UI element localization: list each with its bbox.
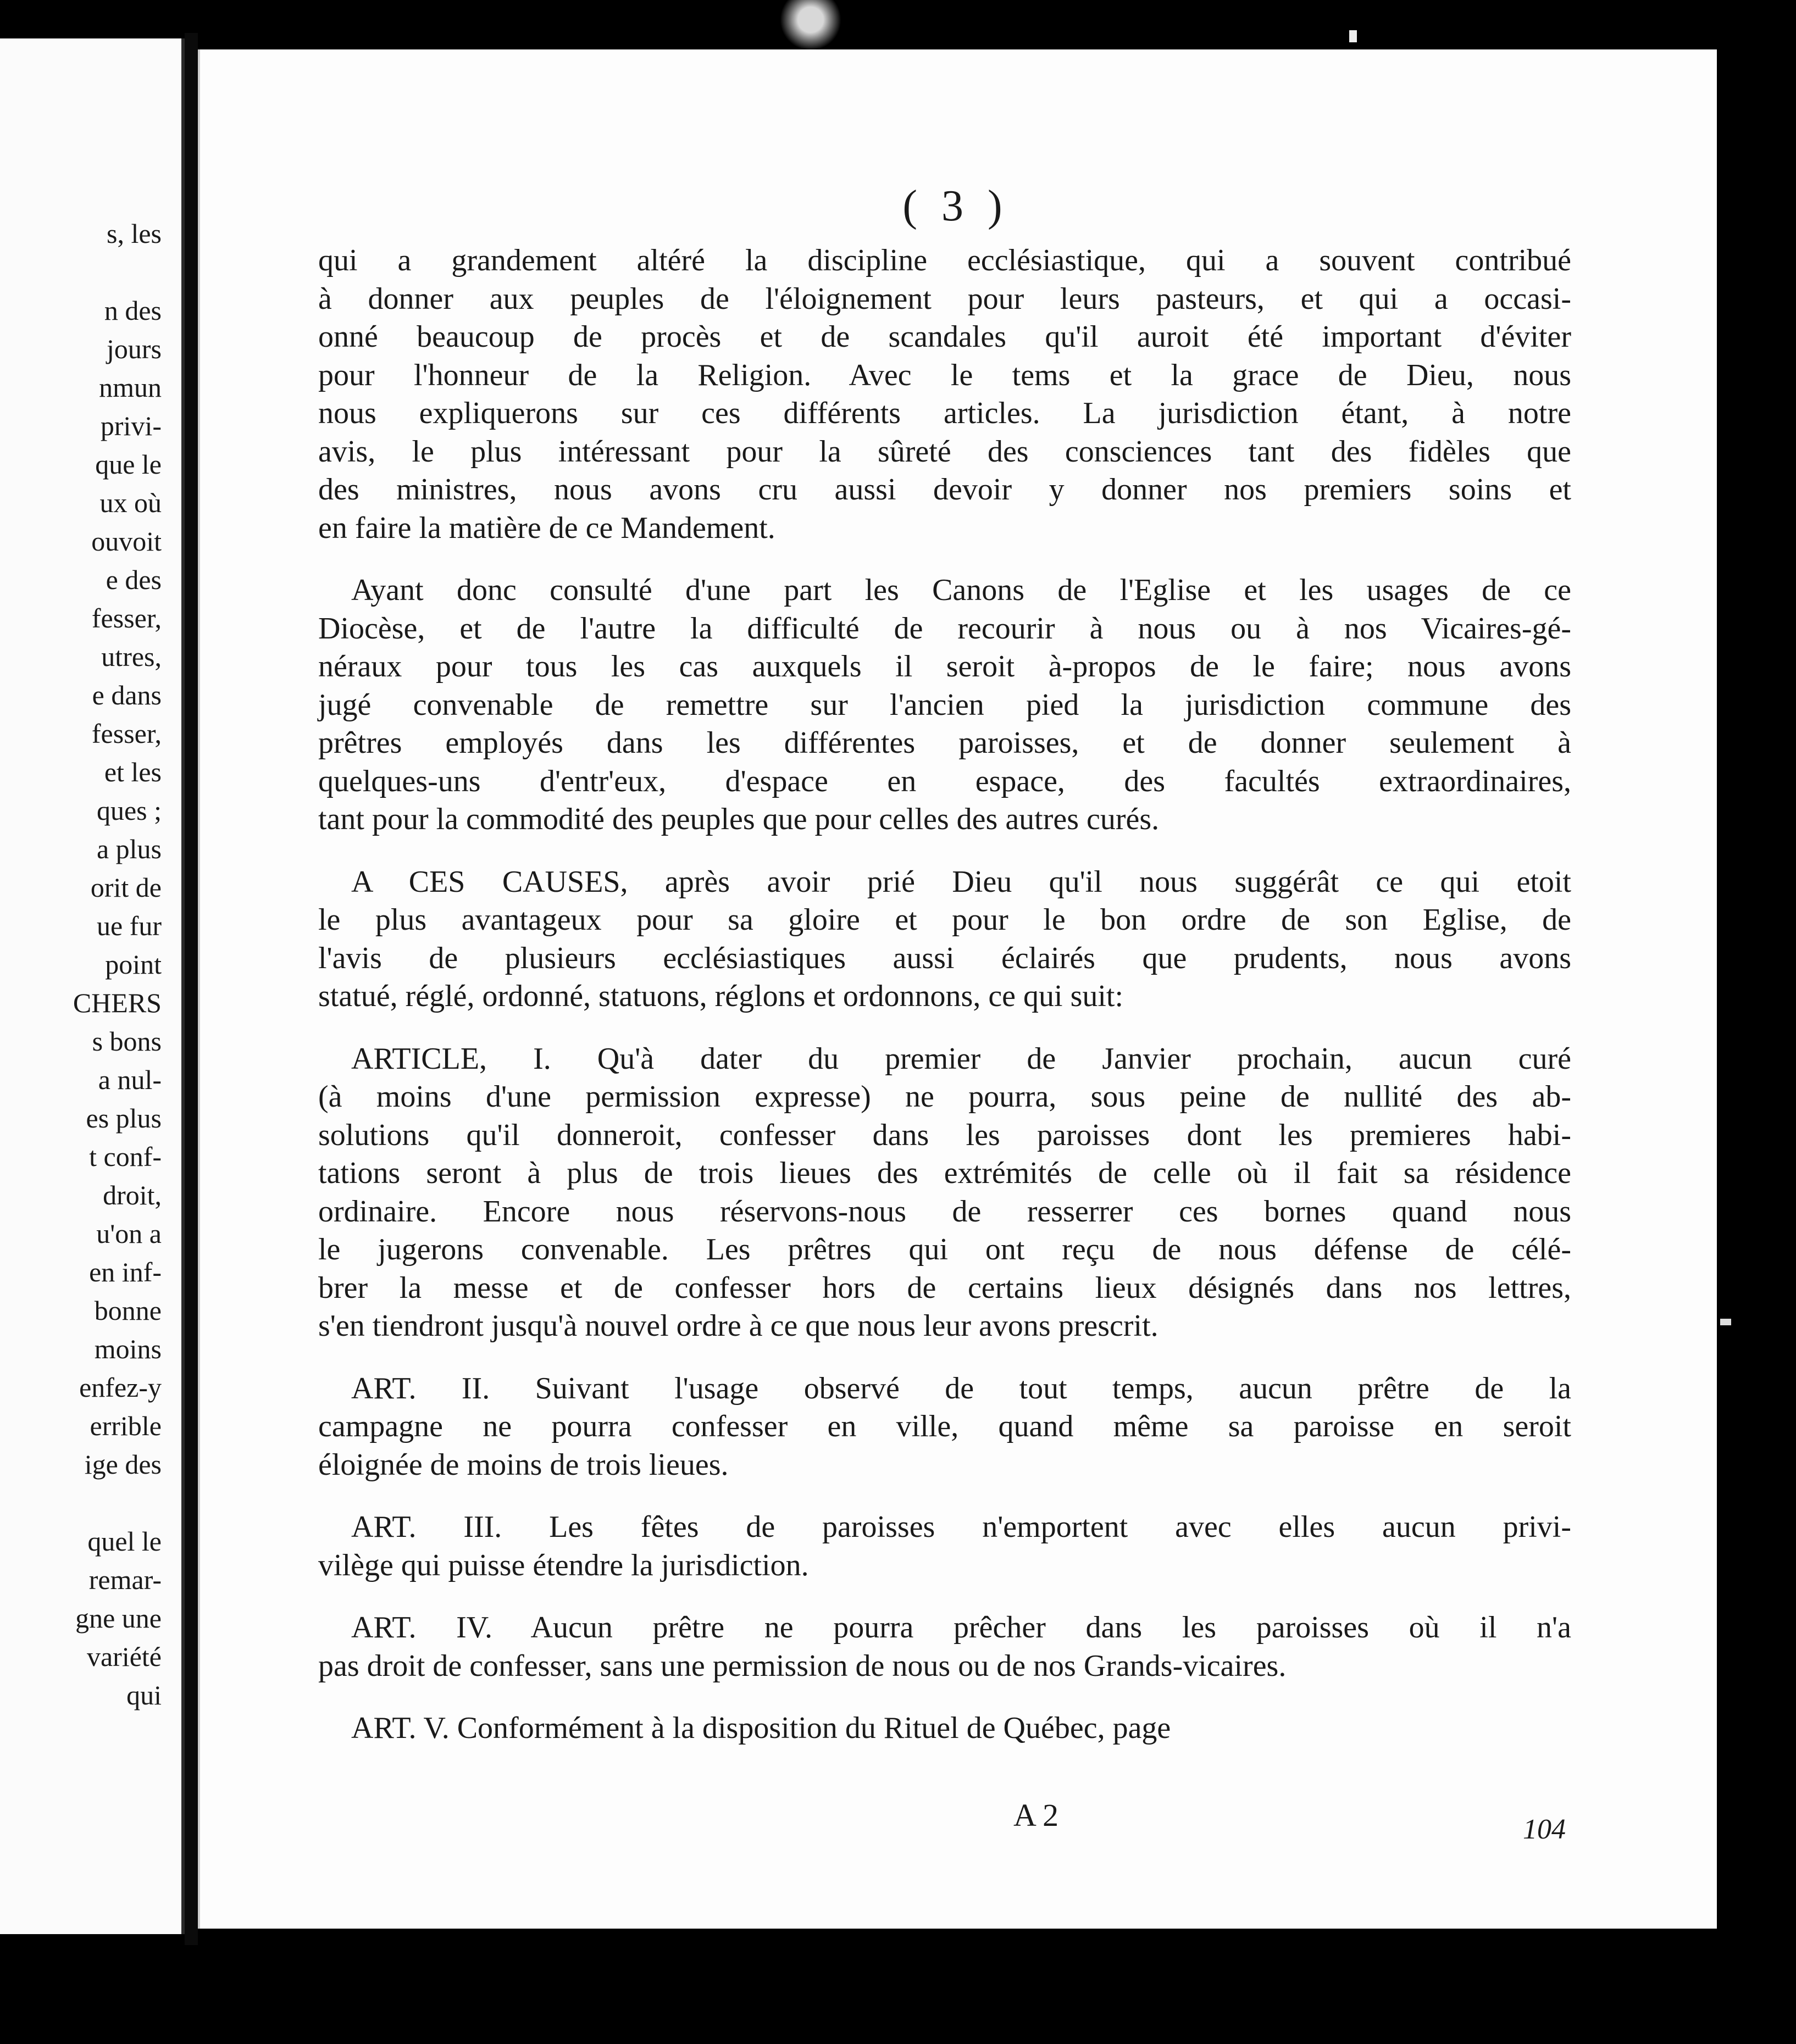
text-line: pas droit de confesser, sans une permission de nous ou de nos Grands-vicaires. (318, 1648, 1287, 1683)
facing-page-line: moins (94, 1334, 162, 1364)
paragraph (318, 242, 1571, 547)
text-line: statué, réglé, ordonné, statuons, réglons et ordonnons, ce qui suit: (318, 979, 1124, 1013)
facing-page-line: variété (86, 1641, 162, 1672)
text-line: nous expliquerons sur ces différents articles. La jurisdiction étant, à notre (318, 396, 1571, 430)
facing-page-line: ux où (99, 487, 162, 518)
paragraph-gap (318, 839, 1571, 863)
catchword: 104 (1523, 1814, 1566, 1845)
book-gutter (185, 33, 198, 1945)
facing-page-line: s, les (107, 218, 162, 249)
text-line: tations seront à plus de trois lieues des extrémités de celle où il fait sa résidence (318, 1156, 1571, 1190)
text-line: ART. V. Conformément à la disposition du Rituel de Québec, page (351, 1711, 1171, 1745)
paragraph (318, 571, 1571, 839)
facing-page-line: quel le (87, 1526, 162, 1557)
facing-page-line: bonne (94, 1295, 162, 1326)
facing-page-line: jours (107, 334, 162, 364)
facing-page-line: gne une (75, 1603, 162, 1634)
text-line: avis, le plus intéressant pour la sûreté des consciences tant des fidèles que (318, 434, 1571, 469)
binding-ornament (780, 0, 841, 49)
margin-speck (1720, 1319, 1731, 1325)
paragraph-gap (318, 1585, 1571, 1609)
paragraph-gap (318, 1346, 1571, 1370)
page-number: ( 3 ) (902, 182, 1009, 230)
facing-page-line: ige des (84, 1449, 162, 1480)
facing-page-line: s bons (92, 1026, 162, 1057)
facing-page-line: CHERS (73, 987, 162, 1018)
facing-page-line: ouvoit (91, 526, 162, 557)
text-line: s'en tiendront jusqu'à nouvel ordre à ce que nous leur avons prescrit. (318, 1309, 1158, 1343)
text-line: qui a grandement altéré la discipline ecclésiastique, qui a souvent contribué (318, 243, 1571, 277)
text-line: brer la messe et de confesser hors de certains lieux désignés dans nos lettres, (318, 1270, 1571, 1305)
text-line: à donner aux peuples de l'éloignement pour leurs pasteurs, et qui a occasi- (318, 281, 1571, 316)
facing-page-line: en inf- (89, 1257, 162, 1287)
facing-page-line: droit, (103, 1180, 162, 1210)
facing-page-line: errible (90, 1410, 162, 1441)
facing-page-line: n des (104, 295, 162, 326)
text-line: en faire la matière de ce Mandement. (318, 510, 775, 545)
text-line: ARTICLE, I. Qu'à dater du premier de Janvier prochain, aucun curé (351, 1041, 1571, 1076)
body-text (318, 242, 1571, 1748)
text-line: le jugerons convenable. Les prêtres qui ont reçu de nous défense de célé- (318, 1232, 1571, 1267)
text-line: jugé convenable de remettre sur l'ancien pied la jurisdiction commune des (318, 687, 1571, 722)
facing-page-line: remar- (88, 1564, 162, 1595)
facing-page-line: ques ; (96, 795, 162, 826)
paragraph (318, 863, 1571, 1016)
facing-page-line: privi- (100, 410, 162, 441)
text-line: ART. II. Suivant l'usage observé de tout temps, aucun prêtre de la (351, 1371, 1571, 1406)
facing-page-line: a nul- (98, 1064, 162, 1095)
paragraph (318, 1508, 1571, 1585)
facing-page-line: e des (106, 564, 162, 595)
facing-page (0, 38, 185, 1934)
text-line: vilège qui puisse étendre la jurisdiction. (318, 1548, 809, 1582)
text-line: solutions qu'il donneroit, confesser dans les paroisses dont les premieres habi- (318, 1118, 1571, 1152)
text-line: le plus avantageux pour sa gloire et pour le bon ordre de son Eglise, de (318, 903, 1571, 937)
text-line: (à moins d'une permission expresse) ne pourra, sous peine de nullité des ab- (318, 1080, 1571, 1114)
signature-mark: A 2 (1013, 1797, 1059, 1833)
text-line: A CES CAUSES, après avoir prié Dieu qu'il nous suggérât ce qui etoit (351, 864, 1571, 899)
facing-page-line: qui (126, 1680, 162, 1710)
facing-page-line: u'on a (96, 1218, 162, 1249)
facing-page-line: et les (104, 757, 162, 787)
paragraph-gap (318, 547, 1571, 571)
text-line: éloignée de moins de trois lieues. (318, 1447, 729, 1482)
text-line: ART. III. Les fêtes de paroisses n'emportent avec elles aucun privi- (351, 1510, 1571, 1544)
text-line: quelques-uns d'entr'eux, d'espace en espace, des facultés extraordinaires, (318, 764, 1571, 798)
facing-page-line: point (105, 949, 162, 980)
facing-page-line: fesser, (91, 603, 162, 634)
text-line: l'avis de plusieurs ecclésiastiques aussi éclairés que prudents, nous avons (318, 941, 1571, 975)
text-line: pour l'honneur de la Religion. Avec le tems et la grace de Dieu, nous (318, 358, 1571, 392)
paragraph-gap (318, 1016, 1571, 1040)
paragraph (318, 1370, 1571, 1485)
facing-page-line: utres, (101, 641, 162, 672)
text-line: campagne ne pourra confesser en ville, quand même sa paroisse en seroit (318, 1409, 1571, 1443)
facing-page-line: fesser, (91, 718, 162, 749)
text-line: Diocèse, et de l'autre la difficulté de recourir à nous ou à nos Vicaires-gé- (318, 611, 1571, 646)
facing-page-line: enfez-y (79, 1372, 162, 1403)
facing-page-line: ue fur (97, 910, 162, 941)
paragraph (318, 1709, 1571, 1748)
text-line: ART. IV. Aucun prêtre ne pourra prêcher dans les paroisses où il n'a (351, 1610, 1571, 1645)
document-page (198, 49, 1717, 1929)
paragraph (318, 1040, 1571, 1346)
text-line: des ministres, nous avons cru aussi devoir y donner nos premiers soins et (318, 473, 1571, 507)
paragraph (318, 1609, 1571, 1685)
text-line: néraux pour tous les cas auxquels il seroit à-propos de le faire; nous avons (318, 649, 1571, 684)
facing-page-line: nmun (99, 372, 162, 403)
facing-page-line: que le (95, 449, 162, 480)
paragraph-gap (318, 1484, 1571, 1508)
text-line: tant pour la commodité des peuples que pour celles des autres curés. (318, 802, 1160, 836)
facing-page-line: orit de (90, 872, 162, 903)
text-line: Ayant donc consulté d'une part les Canons de l'Eglise et les usages de ce (351, 573, 1571, 607)
text-line: ordinaire. Encore nous réservons-nous de resserrer ces bornes quand nous (318, 1194, 1571, 1229)
paragraph-gap (318, 1685, 1571, 1709)
text-line: prêtres employés dans les différentes paroisses, et de donner seulement à (318, 726, 1571, 760)
facing-page-line: a plus (96, 834, 162, 864)
facing-page-line: t conf- (89, 1141, 162, 1172)
facing-page-line: e dans (92, 680, 162, 710)
margin-speck (1349, 30, 1357, 42)
facing-page-line: es plus (86, 1103, 162, 1134)
text-line: onné beaucoup de procès et de scandales qu'il auroit été important d'éviter (318, 320, 1571, 354)
